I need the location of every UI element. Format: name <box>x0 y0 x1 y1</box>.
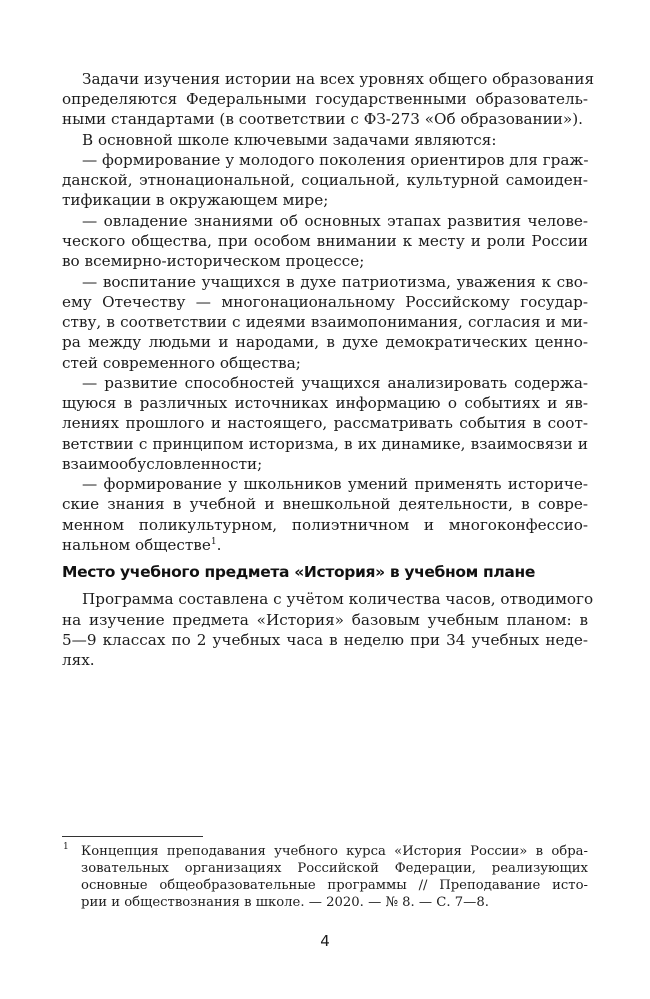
section-line: Программа составлена с учётом количества часов, отводимого <box>82 590 594 608</box>
body-line: определяются Федеральными государственными образователь- <box>62 90 588 108</box>
body-line: ветствии с принципом историзма, в их динамике, взаимосвязи и <box>62 435 588 453</box>
body-line: щуюся в различных источниках информацию о событиях и яв- <box>62 394 588 412</box>
footnote-line: Концепция преподавания учебного курса «История России» в обра- <box>81 844 588 859</box>
body-line: данской, этнонациональной, социальной, культурной самоиден- <box>62 171 588 189</box>
section-line: 5—9 классах по 2 учебных часа в неделю при 34 учебных неде- <box>62 631 588 649</box>
footnote-line: зовательных организациях Российской Федерации, реализующих <box>81 861 588 876</box>
body-line: ческого общества, при особом внимании к месту и роли России <box>62 232 588 250</box>
body-line-text: нальном обществе <box>62 536 211 554</box>
body-line: тификации в окружающем мире; <box>62 191 329 209</box>
body-line-last <box>62 535 588 555</box>
footnote-marker: 1 <box>63 842 69 852</box>
section-line: на изучение предмета «История» базовым учебным планом: в <box>62 611 588 629</box>
footnote-reference[interactable]: 1 <box>210 537 217 547</box>
body-line: — овладение знаниями об основных этапах развития челове- <box>82 212 588 230</box>
body-line: стей современного общества; <box>62 354 301 372</box>
body-line: В основной школе ключевыми задачами являются: <box>82 131 497 149</box>
body-line: Задачи изучения истории на всех уровнях общего образования <box>82 70 595 88</box>
body-line-punct: . <box>216 536 222 554</box>
body-line: ему Отечеству — многонациональному Российскому государ- <box>62 293 588 311</box>
body-line: взаимообусловленности; <box>62 455 263 473</box>
body-line: — формирование у школьников умений применять историче- <box>82 475 588 493</box>
section-line: лях. <box>62 651 95 669</box>
body-line: ские знания в учебной и внешкольной деятельности, в совре- <box>62 495 588 513</box>
body-line: — воспитание учащихся в духе патриотизма, уважения к сво- <box>82 273 588 291</box>
footnote-separator <box>62 836 203 837</box>
footnote-line: основные общеобразовательные программы // Преподавание исто- <box>81 878 588 893</box>
body-line: ными стандартами (в соответствии с ФЗ-273 «Об образовании»). <box>62 110 583 128</box>
body-line: во всемирно-историческом процессе; <box>62 252 365 270</box>
body-line: — развитие способностей учащихся анализировать содержа- <box>82 374 588 392</box>
body-line: — формирование у молодого поколения ориентиров для граж- <box>82 151 589 169</box>
page-number: 4 <box>320 932 330 950</box>
body-line: лениях прошлого и настоящего, рассматривать события в соот- <box>62 414 588 432</box>
body-line: ра между людьми и народами, в духе демократических ценно- <box>62 333 588 351</box>
section-heading: Место учебного предмета «История» в учебном плане <box>62 563 536 581</box>
footnote-line: рии и обществознания в школе. — 2020. — № 8. — С. 7—8. <box>81 895 489 910</box>
body-line: ству, в соответствии с идеями взаимопонимания, согласия и ми- <box>62 313 588 331</box>
body-line: менном поликультурном, полиэтничном и многоконфессио- <box>62 516 588 534</box>
